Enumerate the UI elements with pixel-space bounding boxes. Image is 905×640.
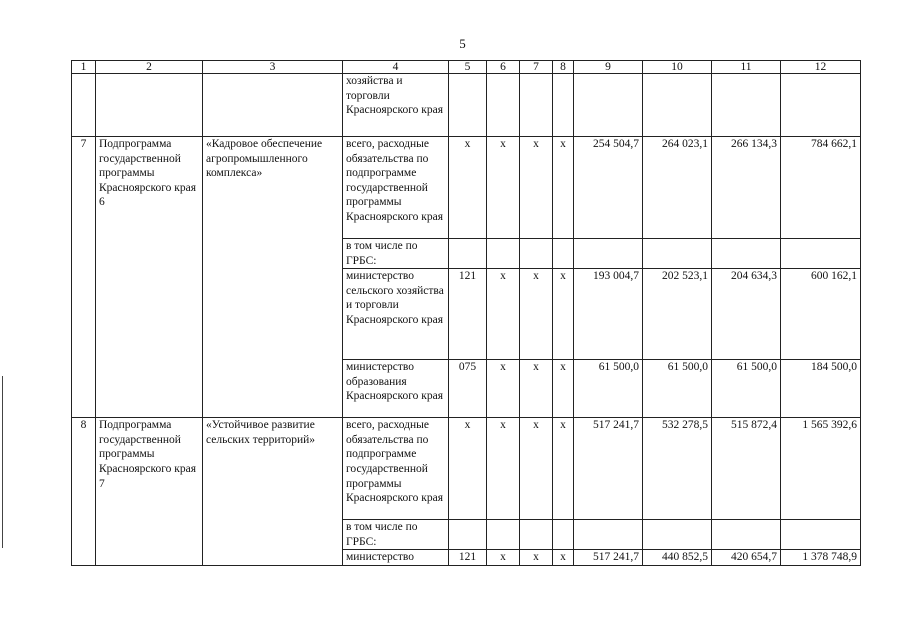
cell-c10: 532 278,5	[643, 418, 712, 520]
cell-c7: х	[520, 137, 553, 239]
cell-c6: х	[487, 418, 520, 520]
header-cell: 10	[643, 61, 712, 74]
cell-c7: х	[520, 360, 553, 418]
executor-cell: всего, расходные обязательства по подпрограмме государственной программы Красноярского края	[343, 418, 449, 520]
cell-c5: х	[449, 418, 487, 520]
cell-c11: 515 872,4	[712, 418, 781, 520]
subprogram-title: «Кадровое обеспечение агропромышленного комплекса»	[203, 137, 343, 418]
row-number: 8	[72, 418, 96, 566]
executor-cell: хозяйства и торговли Красноярского края	[343, 74, 449, 137]
executor-cell: в том числе по ГРБС:	[343, 520, 449, 550]
executor-cell: министерство сельского хозяйства и торговли Красноярского края	[343, 269, 449, 360]
cell-c5: 075	[449, 360, 487, 418]
scan-edge-line	[2, 376, 3, 548]
cell-c9: 517 241,7	[574, 550, 643, 566]
header-cell: 2	[96, 61, 203, 74]
cell-c6: х	[487, 360, 520, 418]
cell-c8: х	[553, 418, 574, 520]
cell-c7: х	[520, 418, 553, 520]
cell-c8: х	[553, 137, 574, 239]
cell-c6: х	[487, 269, 520, 360]
header-row	[72, 61, 861, 74]
cell-c12: 784 662,1	[781, 137, 861, 239]
executor-cell: министерство	[343, 550, 449, 566]
budget-table	[71, 60, 861, 566]
cell-c10: 264 023,1	[643, 137, 712, 239]
cell-c12: 1 378 748,9	[781, 550, 861, 566]
cell-c11: 266 134,3	[712, 137, 781, 239]
subprogram-name: Подпрограмма государственной программы Красноярского края 6	[96, 137, 203, 418]
cell-c9: 193 004,7	[574, 269, 643, 360]
header-cell: 8	[553, 61, 574, 74]
cell-c9: 61 500,0	[574, 360, 643, 418]
cell-c12: 184 500,0	[781, 360, 861, 418]
cell-c10: 61 500,0	[643, 360, 712, 418]
header-cell: 11	[712, 61, 781, 74]
cell-c10: 202 523,1	[643, 269, 712, 360]
cell-c5: х	[449, 137, 487, 239]
table-row-sub6-total	[72, 137, 861, 239]
cell-c6: х	[487, 550, 520, 566]
header-cell: 4	[343, 61, 449, 74]
header-cell: 1	[72, 61, 96, 74]
cell-c9: 517 241,7	[574, 418, 643, 520]
cell-c7: х	[520, 269, 553, 360]
cell-c5: 121	[449, 550, 487, 566]
header-cell: 3	[203, 61, 343, 74]
cell-c12: 600 162,1	[781, 269, 861, 360]
table-row-sub7-total	[72, 418, 861, 520]
cell-c11: 420 654,7	[712, 550, 781, 566]
cell-c10: 440 852,5	[643, 550, 712, 566]
header-cell: 6	[487, 61, 520, 74]
cell-c6: х	[487, 137, 520, 239]
page-number: 5	[459, 36, 466, 51]
executor-cell: всего, расходные обязательства по подпрограмме государственной программы Красноярского края	[343, 137, 449, 239]
cell-c7: х	[520, 550, 553, 566]
cell-c11: 204 634,3	[712, 269, 781, 360]
cell-c5: 121	[449, 269, 487, 360]
subprogram-title: «Устойчивое развитие сельских территорий»	[203, 418, 343, 566]
cell-c8: х	[553, 269, 574, 360]
executor-cell: в том числе по ГРБС:	[343, 239, 449, 269]
executor-cell: министерство образования Красноярского края	[343, 360, 449, 418]
header-cell: 5	[449, 61, 487, 74]
subprogram-name: Подпрограмма государственной программы Красноярского края 7	[96, 418, 203, 566]
cell-c12: 1 565 392,6	[781, 418, 861, 520]
cell-c8: х	[553, 550, 574, 566]
cell-c9: 254 504,7	[574, 137, 643, 239]
row-number: 7	[72, 137, 96, 418]
cell-c11: 61 500,0	[712, 360, 781, 418]
header-cell: 9	[574, 61, 643, 74]
cell-c8: х	[553, 360, 574, 418]
header-cell: 12	[781, 61, 861, 74]
table-row-continuation	[72, 74, 861, 137]
header-cell: 7	[520, 61, 553, 74]
